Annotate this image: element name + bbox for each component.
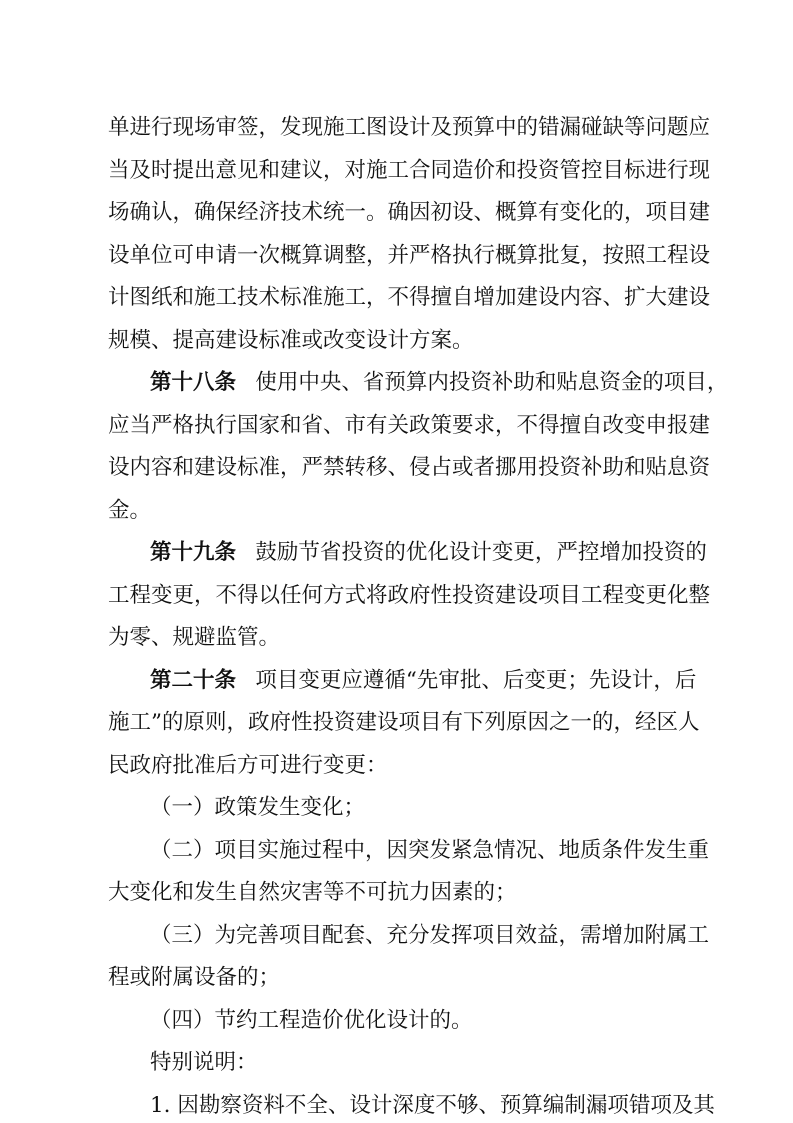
text-line: 金。 <box>108 498 152 523</box>
text-line: 工程变更，不得以任何方式将政府性投资建设项目工程变更化整 <box>108 583 711 608</box>
text-line: 施工”的原则，政府性投资建设项目有下列原因之一的，经区人 <box>108 710 700 735</box>
text-line: 规模、提高建设标准或改变设计方案。 <box>108 328 474 353</box>
list-item: （四）节约工程造价优化设计的。 <box>150 1008 473 1033</box>
text-line: 设内容和建设标准，严禁转移、侵占或者挪用投资补助和贴息资 <box>108 455 711 480</box>
list-item: （三）为完善项目配套、充分发挥项目效益，需增加附属工 <box>150 923 710 948</box>
text-line: 民政府批准后方可进行变更： <box>108 753 388 778</box>
list-item: （二）项目实施过程中，因突发紧急情况、地质条件发生重 <box>150 838 710 863</box>
text-line: 设单位可申请一次概算调整，并严格执行概算批复，按照工程设 <box>108 243 711 268</box>
article-19-first-line <box>150 536 707 570</box>
text-line: 场确认，确保经济技术统一。确因初设、概算有变化的，项目建 <box>108 200 711 225</box>
article-19-text: 鼓励节省投资的优化设计变更，严控增加投资的 <box>255 540 707 565</box>
note-heading: 特别说明： <box>150 1050 258 1075</box>
list-item: （一）政策发生变化； <box>150 795 366 820</box>
note-item: 1. 因勘察资料不全、设计深度不够、预算编制漏项错项及其 <box>150 1093 715 1118</box>
article-19-heading: 第十九条 <box>150 540 237 565</box>
text-line: 计图纸和施工技术标准施工，不得擅自增加建设内容、扩大建设 <box>108 285 711 310</box>
article-18-heading: 第十八条 <box>150 370 237 395</box>
article-18-text: 使用中央、省预算内投资补助和贴息资金的项目， <box>255 370 729 395</box>
article-20-text: 项目变更应遵循“先审批、后变更；先设计，后 <box>255 668 697 693</box>
text-line: 大变化和发生自然灾害等不可抗力因素的； <box>108 880 517 905</box>
text-line: 当及时提出意见和建议，对施工合同造价和投资管控目标进行现 <box>108 158 711 183</box>
text-line: 为零、规避监管。 <box>108 625 281 650</box>
article-20-heading: 第二十条 <box>150 668 237 693</box>
text-line: 应当严格执行国家和省、市有关政策要求，不得擅自改变申报建 <box>108 413 711 438</box>
text-line: 单进行现场审签，发现施工图设计及预算中的错漏碰缺等问题应 <box>108 115 711 140</box>
article-20-first-line <box>150 664 697 698</box>
article-18-first-line <box>150 366 729 400</box>
text-line: 程或附属设备的； <box>108 965 281 990</box>
